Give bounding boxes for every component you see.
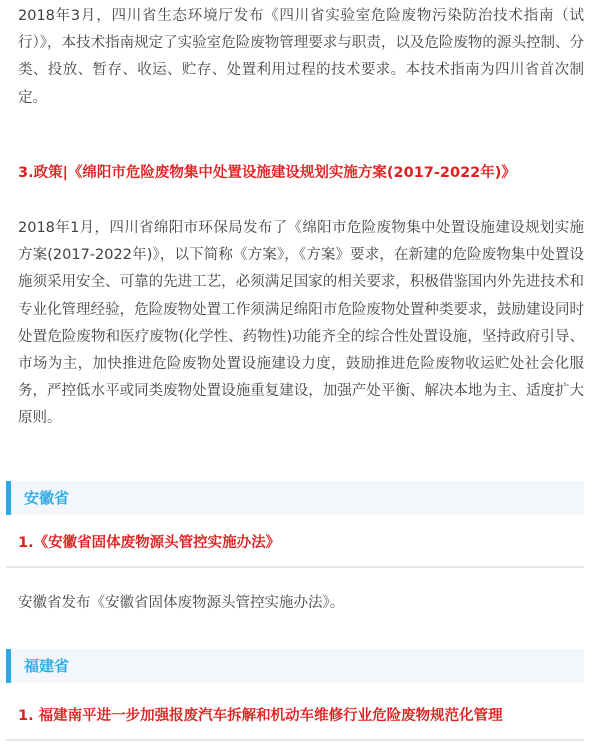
paragraph-anhui: 安徽省发布《安徽省固体废物源头管控实施办法》。 <box>18 595 345 611</box>
section-title-fujian: 福建省 <box>24 657 70 675</box>
section-title-anhui: 安徽省 <box>24 489 70 507</box>
section-accent-bar <box>6 649 11 683</box>
subsection-title-fujian: 1. 福建南平进一步加强报废汽车拆解和机动车维修行业危险废物规范化管理 <box>18 708 503 724</box>
subsection-title-anhui: 1.《安徽省固体废物源头管控实施办法》 <box>18 535 281 551</box>
subsection-anhui-item <box>6 520 584 568</box>
paragraph-sichuan-lab-guide: 2018年3月，四川省生态环境厅发布《四川省实验室危险废物污染防治技术指南（试行）》，本技术指南规定了实验室危险废物管理要求与职责，以及危险废物的源头控制、分类、投放、暂存、收运、贮存、处置利用过程的技术要求。本技术指南为四川省首次制定。 <box>18 8 584 106</box>
policy-heading-mianyang: 3.政策|《绵阳市危险废物集中处置设施建设规划实施方案(2017-2022年)》 <box>18 165 516 181</box>
section-accent-bar <box>6 481 11 515</box>
divider <box>6 566 584 568</box>
paragraph-mianyang-plan: 2018年1月，四川省绵阳市环保局发布了《绵阳市危险废物集中处置设施建设规划实施方案(2017-2022年)》，以下简称《方案》，《方案》要求，在新建的危险废物集中处置设施须采用安全、可靠的先进工艺，必须满足国家的相关要求，积极借鉴国内外先进技术和专业化管理经验，危险废物处置工作须满足绵阳市危险废物处置种类要求，鼓励建设同时处置危险废物和医疗废物(化学性、药物性)功能齐全的综合性处置设施，坚持政府引导、市场为主，加快推进危险废物处置设施建设力度，鼓励推进危险废物收运贮处社会化服务，严控低水平或同类废物处置设施重复建设，加强产处平衡、解决本地为主、适度扩大原则。 <box>18 220 584 427</box>
section-header-anhui <box>6 481 584 515</box>
divider <box>6 739 584 741</box>
subsection-fujian-item <box>6 693 584 741</box>
section-header-fujian <box>6 649 584 683</box>
